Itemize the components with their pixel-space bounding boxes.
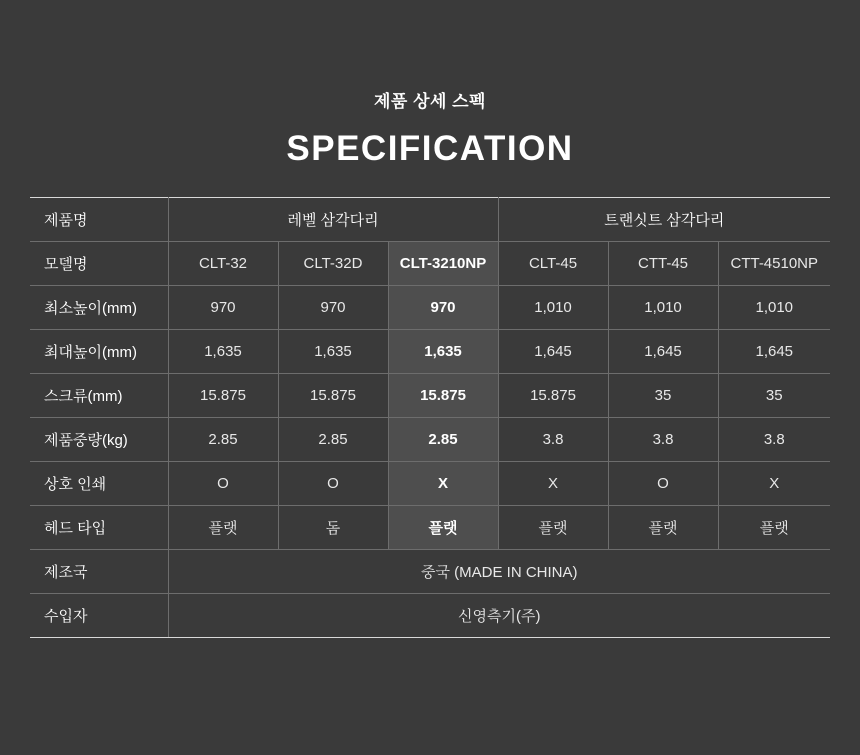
row-label-min-height: 최소높이(mm) <box>30 286 168 330</box>
max-height-cell-6: 1,645 <box>718 330 830 374</box>
table-row <box>30 462 830 506</box>
group-transit-tripod: 트랜싯트 삼각다리 <box>498 198 830 242</box>
row-label-head-type: 헤드 타입 <box>30 506 168 550</box>
table-row <box>30 198 830 242</box>
screw-cell-3: 15.875 <box>388 374 498 418</box>
country-value: 중국 (MADE IN CHINA) <box>168 550 830 594</box>
print-cell-3: X <box>388 462 498 506</box>
weight-cell-6: 3.8 <box>718 418 830 462</box>
model-cell-6: CTT-4510NP <box>718 242 830 286</box>
importer-value: 신영측기(주) <box>168 594 830 638</box>
screw-cell-1: 15.875 <box>168 374 278 418</box>
table-row <box>30 550 830 594</box>
model-cell-5: CTT-45 <box>608 242 718 286</box>
row-label-country: 제조국 <box>30 550 168 594</box>
screw-cell-2: 15.875 <box>278 374 388 418</box>
head-type-cell-5: 플랫 <box>608 506 718 550</box>
model-cell-3: CLT-3210NP <box>388 242 498 286</box>
max-height-cell-4: 1,645 <box>498 330 608 374</box>
min-height-cell-3: 970 <box>388 286 498 330</box>
min-height-cell-4: 1,010 <box>498 286 608 330</box>
print-cell-1: O <box>168 462 278 506</box>
print-cell-5: O <box>608 462 718 506</box>
weight-cell-1: 2.85 <box>168 418 278 462</box>
page-subtitle: 제품 상세 스펙 <box>374 92 486 111</box>
table-row <box>30 374 830 418</box>
min-height-cell-2: 970 <box>278 286 388 330</box>
min-height-cell-1: 970 <box>168 286 278 330</box>
print-cell-4: X <box>498 462 608 506</box>
table-row <box>30 594 830 638</box>
head-type-cell-4: 플랫 <box>498 506 608 550</box>
screw-cell-4: 15.875 <box>498 374 608 418</box>
table-row <box>30 418 830 462</box>
row-label-print: 상호 인쇄 <box>30 462 168 506</box>
max-height-cell-1: 1,635 <box>168 330 278 374</box>
head-type-cell-3: 플랫 <box>388 506 498 550</box>
weight-cell-5: 3.8 <box>608 418 718 462</box>
weight-cell-2: 2.85 <box>278 418 388 462</box>
group-level-tripod: 레벨 삼각다리 <box>168 198 498 242</box>
weight-cell-3: 2.85 <box>388 418 498 462</box>
row-label-weight: 제품중량(kg) <box>30 418 168 462</box>
print-cell-6: X <box>718 462 830 506</box>
table-row <box>30 242 830 286</box>
row-label-max-height: 최대높이(mm) <box>30 330 168 374</box>
model-cell-4: CLT-45 <box>498 242 608 286</box>
print-cell-2: O <box>278 462 388 506</box>
row-label-importer: 수입자 <box>30 594 168 638</box>
table-row <box>30 286 830 330</box>
min-height-cell-5: 1,010 <box>608 286 718 330</box>
model-cell-2: CLT-32D <box>278 242 388 286</box>
min-height-cell-6: 1,010 <box>718 286 830 330</box>
specification-table <box>30 197 830 638</box>
table-row <box>30 330 830 374</box>
max-height-cell-2: 1,635 <box>278 330 388 374</box>
row-label-product-name: 제품명 <box>30 198 168 242</box>
page-header <box>0 0 860 169</box>
row-label-model-name: 모델명 <box>30 242 168 286</box>
head-type-cell-6: 플랫 <box>718 506 830 550</box>
model-cell-1: CLT-32 <box>168 242 278 286</box>
table-row <box>30 506 830 550</box>
max-height-cell-3: 1,635 <box>388 330 498 374</box>
head-type-cell-1: 플랫 <box>168 506 278 550</box>
specification-table-wrap <box>30 197 830 638</box>
screw-cell-6: 35 <box>718 374 830 418</box>
max-height-cell-5: 1,645 <box>608 330 718 374</box>
page-title: SPECIFICATION <box>286 129 574 169</box>
weight-cell-4: 3.8 <box>498 418 608 462</box>
screw-cell-5: 35 <box>608 374 718 418</box>
head-type-cell-2: 돔 <box>278 506 388 550</box>
row-label-screw: 스크류(mm) <box>30 374 168 418</box>
